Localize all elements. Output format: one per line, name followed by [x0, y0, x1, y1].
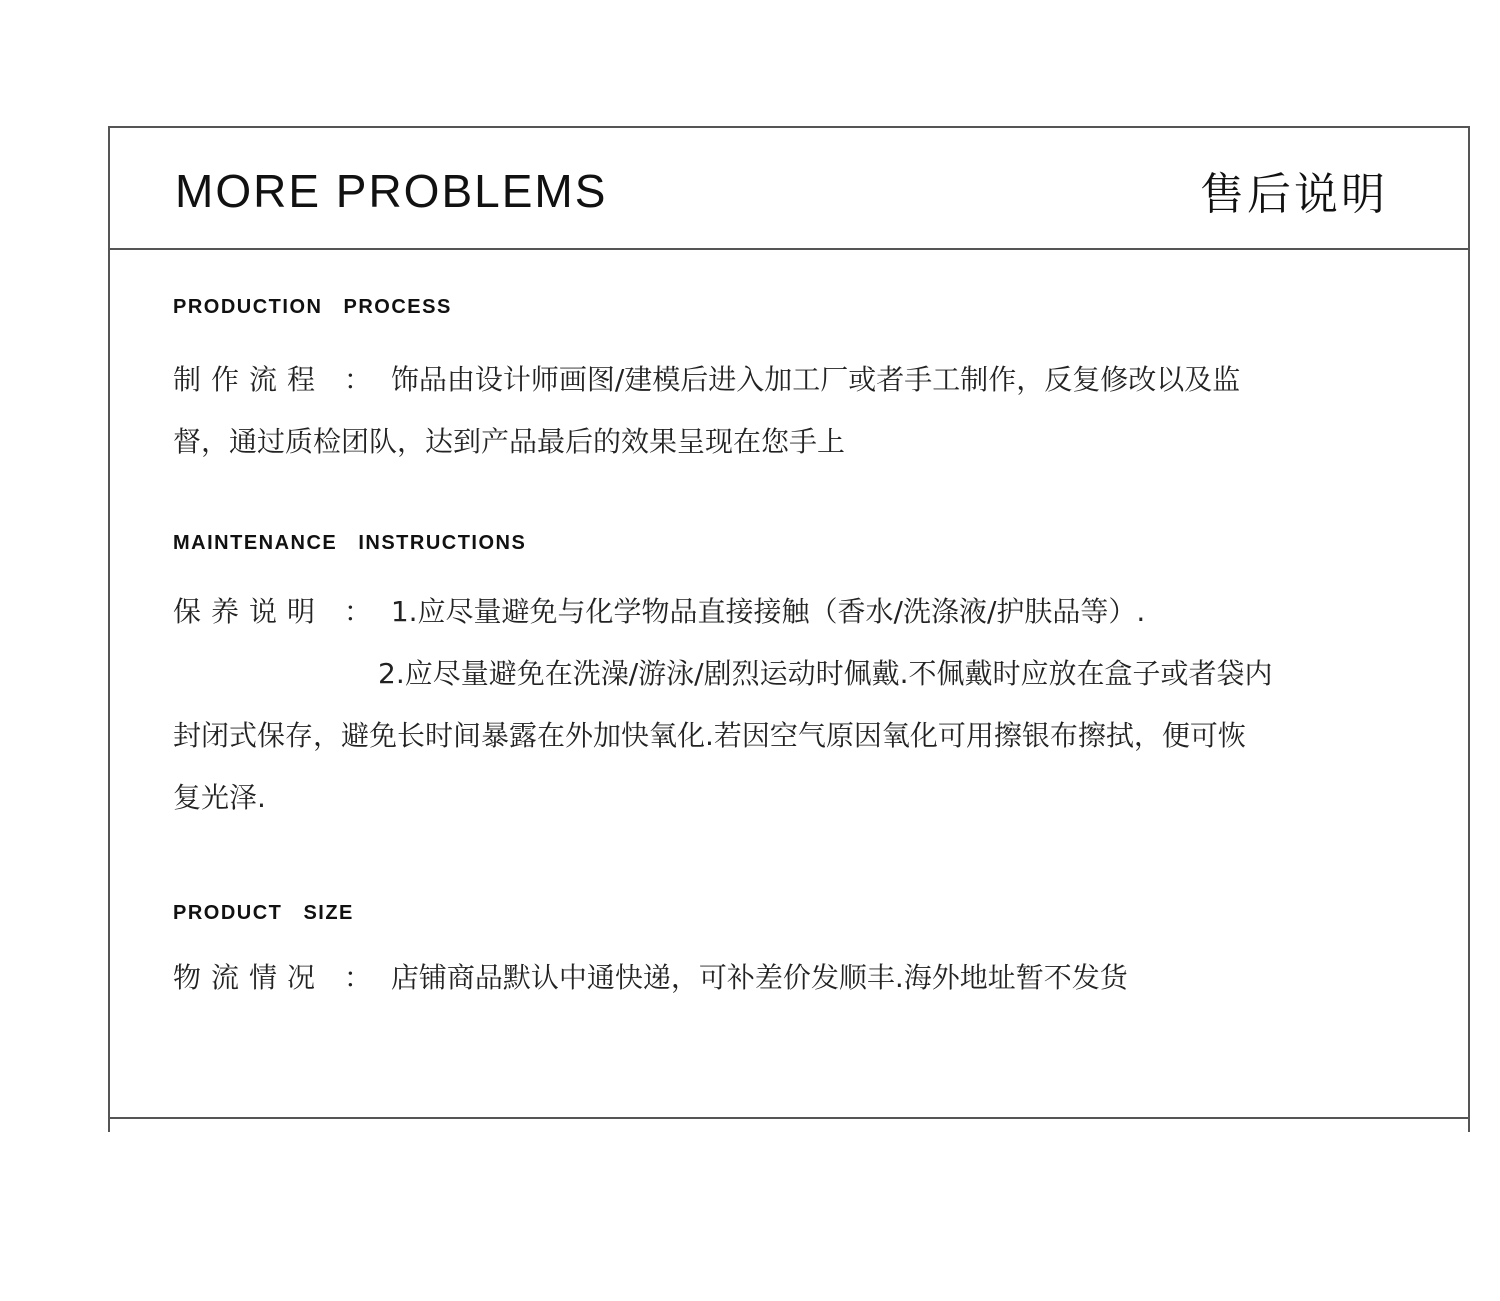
header-divider	[110, 248, 1468, 250]
size-heading: PRODUCT SIZE	[173, 902, 354, 924]
page-title-cn: 售后说明	[1200, 169, 1388, 220]
size-text-1: 店铺商品默认中通快递，可补差价发顺丰.海外地址暂不发货	[390, 961, 1128, 994]
production-text-1: 饰品由设计师画图/建模后进入加工厂或者手工制作，反复修改以及监	[390, 363, 1241, 396]
maintenance-item-1: 1.应尽量避免与化学物品直接接触（香水/洗涤液/护肤品等）.	[390, 595, 1146, 628]
production-text-2: 督，通过质检团队，达到产品最后的效果呈现在您手上	[173, 425, 846, 458]
bottom-divider	[108, 1117, 1470, 1119]
maintenance-label: 保养说明 ：	[173, 595, 382, 628]
production-heading: PRODUCTION PROCESS	[173, 296, 452, 318]
maintenance-text-line-1	[173, 595, 1146, 628]
size-text-line-1	[173, 961, 1128, 994]
size-label: 物流情况 ：	[173, 961, 382, 994]
production-label: 制作流程 ：	[173, 363, 382, 396]
maintenance-item-2-line-3: 复光泽.	[173, 781, 266, 814]
maintenance-heading: MAINTENANCE INSTRUCTIONS	[173, 532, 527, 554]
production-text-line-1	[173, 363, 1241, 396]
page-title-en: MORE PROBLEMS	[175, 165, 608, 217]
maintenance-item-2-line-1: 2.应尽量避免在洗澡/游泳/剧烈运动时佩戴.不佩戴时应放在盒子或者袋内	[378, 657, 1273, 690]
after-sales-card	[108, 126, 1470, 1132]
maintenance-item-2-line-2: 封闭式保存，避免长时间暴露在外加快氧化.若因空气原因氧化可用擦银布擦拭，便可恢	[173, 719, 1246, 752]
